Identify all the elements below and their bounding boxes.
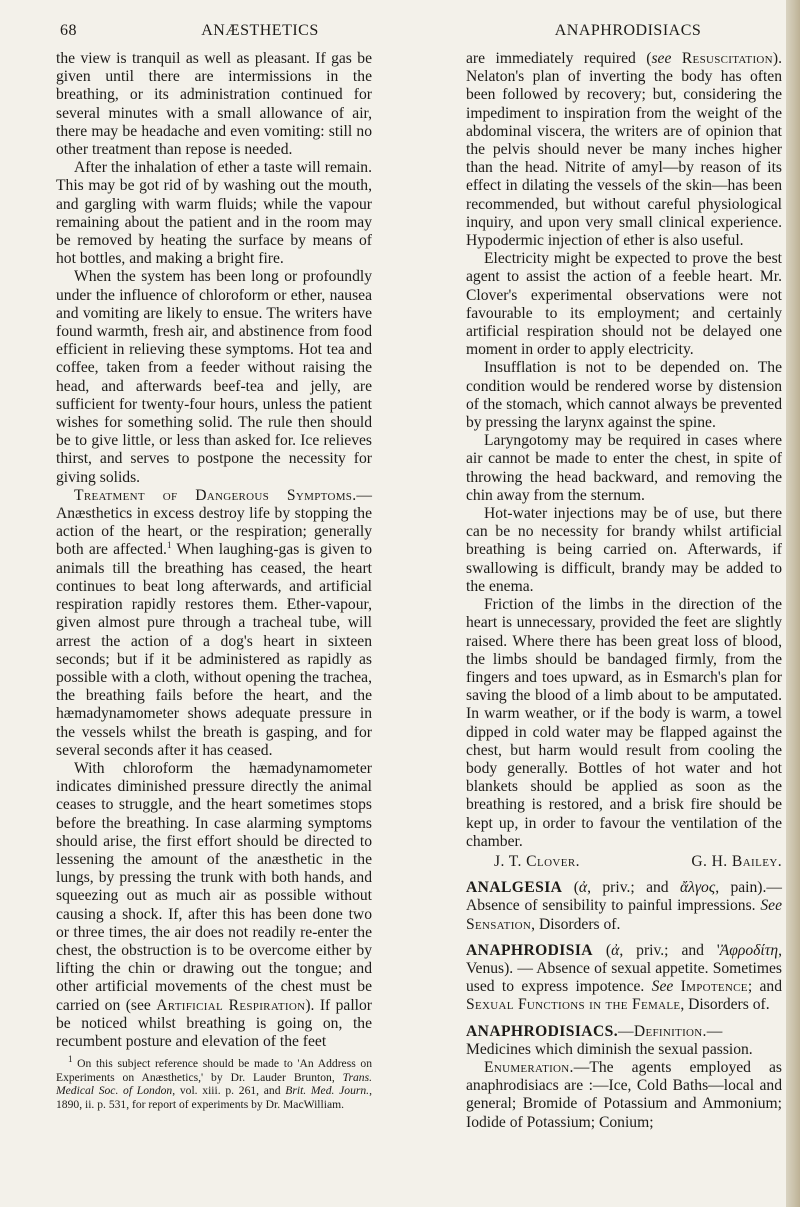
- paragraph: Hot-water injections may be of use, but there can be no necessity for brandy whilst artificial breathing is being carried on. Afterwards, if swallowing is difficult, brandy may be added to the enema.: [466, 505, 782, 595]
- author-signature: G. H. Bailey.: [691, 852, 782, 870]
- left-running-head: ANÆSTHETICS: [201, 22, 319, 39]
- paragraph: the view is tranquil as well as pleasant. If gas be given until there are intermissions in the breathing, or its administration continued for several minutes with a small allowance of air, there may be headache and even vomiting: still no other treatment than repose is needed.: [56, 50, 372, 159]
- page-edge: [786, 0, 800, 1207]
- entry-headword: ANALGESIA: [466, 879, 563, 897]
- author-signature: J. T. Clover.: [494, 852, 580, 870]
- footnote: $^1$ On this subject reference should be made to 'An Address on Experiments on Anæsthetics,' by Dr. Lauder Brunton, Trans. Medical Soc. of London, vol. xiii. p. 261, and Brit. Med. Journ., 1890, ii. p. 531, for report of experiments by Dr. MacWilliam.: [56, 1054, 372, 1111]
- paragraph: After the inhalation of ether a taste will remain. This may be got rid of by washing out the mouth, and gargling with warm fluids; while the vapour remaining about the patient and in the room may be removed by heating the surface by means of hot bottles, and making a bright fire.: [56, 159, 372, 268]
- paragraph: Electricity might be expected to prove the best agent to assist the action of a feeble heart. Mr. Clover's experimental observations were not favourable to its employment; and certainly artificial respiration should not be delayed one moment in order to apply electricity.: [466, 250, 782, 359]
- paragraph: are immediately required (see Resuscitation). Nelaton's plan of inverting the body has often been followed by recovery; but, considering the impediment to inspiration from the weight of the abdominal viscera, the writers are of opinion that the pelvis should never be many inches higher than the head. Nitrite of amyl—by reason of its effect in dilating the vessels of the skin—has been recommended, but without careful physiological inquiry, and upon very small clinical experience. Hypodermic injection of ether is also useful.: [466, 50, 782, 250]
- author-signatures: [466, 853, 782, 871]
- section-heading: Treatment of Dangerous Symptoms.: [74, 486, 357, 504]
- paragraph: Enumeration.—The agents employed as anaphrodisiacs are :—Ice, Cold Baths—local and general; Bromide of Potassium and Ammonium; Iodide of Potassium; Conium;: [466, 1058, 782, 1131]
- subsection-label: —Definition.: [618, 1022, 707, 1040]
- paragraph: Laryngotomy may be required in cases where air cannot be made to enter the chest, in spite of throwing the head backward, and removing the chin away from the sternum.: [466, 432, 782, 504]
- dictionary-entry-anaphrodisia: ANAPHRODISIA (ἀ, priv.; and 'Ἀφροδίτη, Venus). — Absence of sexual appetite. Sometimes used to express impotence. See Impotence; and Sexual Functions in the Female, Disorders of.: [466, 941, 783, 1014]
- paragraph: Insufflation is not to be depended on. The condition would be rendered worse by distension of the stomach, which cannot always be prevented by pressing the larynx against the spine.: [466, 359, 782, 432]
- entry-headword: ANAPHRODISIA: [466, 941, 593, 959]
- page-number: 68: [60, 22, 77, 39]
- cross-reference: Artificial Respiration: [156, 996, 306, 1014]
- paragraph-treatment: Treatment of Dangerous Symptoms.— Anæsthetics in excess destroy life by stopping the action of the heart, or the respiration; generally both are affected.$^1$ When laughing-gas is given to animals till the breathing has ceased, the heart continues to beat long afterwards, and artificial respiration rapidly restores them. Ether-vapour, given almost pure through a tracheal tube, will arrest the action of a dog's heart in sixteen seconds; but if it be administered as rapidly as possible with a cloth, without opening the trachea, the breathing fails before the heart, and the hæmadynamometer shows adequate pressure in the vessels whilst the breath is gasping, and for several seconds after it has ceased.: [56, 486, 373, 759]
- entry-headword: ANAPHRODISIACS.: [466, 1022, 618, 1040]
- dictionary-entry-analgesia: ANALGESIA (ἀ, priv.; and ἄλγος, pain).—Absence of sensibility to painful impressions. See Sensation, Disorders of.: [466, 879, 782, 933]
- footnote-ref: 1: [166, 540, 172, 551]
- subsection-label: Enumeration.: [484, 1058, 574, 1076]
- paragraph: With chloroform the hæmadynamometer indicates diminished pressure directly the animal ceases to struggle, and the heart sometimes stops before the breathing. In case alarming symptoms should arise, the first effort should be directed to lessening the amount of the anæsthetic in the lungs, by pressing the trunk with both hands, and squeezing out as much air as possible without causing a shock. If, after this has been done two or three times, the air does not readily re-enter the chest, the obstruction is to be overcome either by lifting the chin or drawing out the tongue; and other artificial movements of the chest must be carried on (see Artificial Respiration). If pallor be noticed whilst breathing is going on, the recumbent posture and elevation of the feet: [56, 759, 372, 1050]
- dictionary-entry-anaphrodisiacs: ANAPHRODISIACS.—Definition.— Medicines which diminish the sexual passion.: [466, 1022, 753, 1058]
- cross-reference: Sexual Functions in the Female: [466, 996, 681, 1014]
- right-column: [466, 50, 782, 1132]
- paragraph: Friction of the limbs in the direction of the heart is unnecessary, provided the feet are slightly raised. Where there has been great loss of blood, the limbs should be bandaged firmly, from the fingers and toes upward, as in Esmarch's plan for saving the blood of a limb about to be amputated. In warm weather, or if the body is warm, a towel dipped in cold water may be flapped against the chest, but harm would result from cooling the body generally. Bottles of hot water and hot blankets should be applied as soon as the breathing is restored, and a brisk fire should be kept up, in order to favour the ventilation of the chamber.: [466, 596, 782, 850]
- right-running-head: ANAPHRODISIACS: [554, 22, 702, 39]
- cross-reference: Impotence: [680, 978, 748, 996]
- page-header: [60, 22, 784, 44]
- paragraph: When the system has been long or profoundly under the influence of chloroform or ether, nausea and vomiting are likely to ensue. The writers have found warmth, fresh air, and abstinence from food efficient in relieving these symptoms. Hot tea and coffee, taken from a feeder without raising the head, and afterwards beef-tea and jelly, are sufficient for twenty-four hours, unless the patient wishes for something solid. The rule then should be to give little, or less than asked for. Ice relieves thirst, and serves to postpone the necessity for giving solids.: [56, 268, 372, 486]
- left-column: [56, 50, 372, 1112]
- cross-reference: Resuscitation: [681, 50, 773, 67]
- cross-reference: Sensation: [466, 915, 532, 933]
